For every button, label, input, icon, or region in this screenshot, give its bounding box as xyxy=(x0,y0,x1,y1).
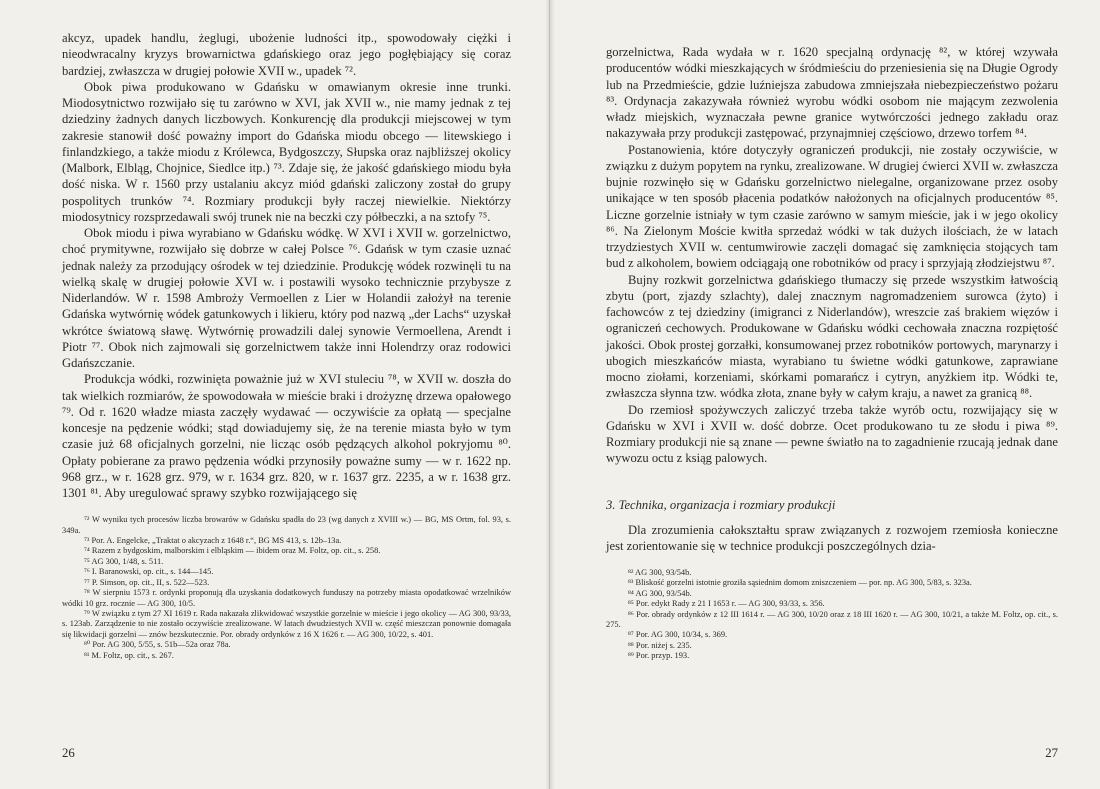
footnote: ⁸⁷ Por. AG 300, 10/34, s. 369. xyxy=(628,630,728,640)
right-page xyxy=(550,0,1100,789)
footnote: ⁷⁹ W związku z tym 27 XI 1619 r. Rada nakazała zlikwidować wszystkie gorzelnie w mieście i jego okolicy — AG 300, 93/33, s. 123ab. Zarządzenie to nie zostało oczywiście zrealizowane. W latach dwudziestych XVII w. część mieszczan ponownie domagała się likwidacji gorzelni — znów bezskutecznie. Por. obrady ordynków z 16 X 1626 r. — AG 300, 10/22, s. 401. xyxy=(62,608,511,639)
paragraph: gorzelnictwa, Rada wydała w r. 1620 specjalną ordynację ⁸², w której wzywała producentów wódki mieszkających w śródmieściu do przeniesienia się na Długie Ogrody lub na Przedmieście, gdzie luźniejsza zabudowa zmniejszała niebezpieczeństwo pożaru ⁸³. Ordynacja zakazywała również wyrobu wódki osobom nie mającym zezwolenia władz miejskich, wyznaczała pewne granice wytwórczości jednego zakładu oraz nakazywała przy produkcji zastępować, przynajmniej częściowo, drzewo torfem ⁸⁴. xyxy=(606,45,1058,141)
footnote: ⁸⁶ Por. obrady ordynków z 12 III 1614 r. — AG 300, 10/20 oraz z 18 III 1620 r. — AG 300, 10/21, a także M. Foltz, op. cit., s. 275. xyxy=(606,609,1058,630)
right-body-text xyxy=(606,44,1058,554)
paragraph: Obok piwa produkowano w Gdańsku w omawianym okresie inne trunki. Miodosytnictwo rozwijało się tu zarówno w XVI, jak XVII w., nie mamy jednak z tej dziedziny żadnych danych liczbowych. Konkurencję dla produkcji miejscowej w tym zakresie stanowił dość poważny import do Gdańska miodu obcego — litewskiego i finlandzkiego, a także miodu z Królewca, Bydgoszczy, Słupska oraz najbliższej okolicy (Malbork, Elbląg, Chojnice, Siedlce itp.) ⁷³. Zdaje się, że jakość gdańskiego miodu była dość niska. W r. 1560 przy ustalaniu akcyz miód gdański zaliczony został do grupy pospolitych trunków ⁷⁴. Rozmiary produkcji były raczej niewielkie. Niektórzy miodosytnicy rozsprzedawali swój trunek nie na beczki czy półbeczki, a na sztofy ⁷⁵. xyxy=(62,79,511,224)
footnote: ⁷³ Por. A. Engelcke, „Traktat o akcyzach z 1648 r.“, BG MS 413, s. 12b–13a. xyxy=(84,536,342,546)
paragraph: Bujny rozkwit gorzelnictwa gdańskiego tłumaczy się przede wszystkim łatwością zbytu (port, zjazdy szlachty), dalej znacznym nagromadzeniem surowca (żyto) i fachowców z tej dziedziny (imigranci z Niderlandów), wreszcie zaś brakiem więzów i ograniczeń cechowych. Produkowane w Gdańsku wódki cechowała znaczna rozpiętość jakości. Obok prostej gorzałki, konsumowanej przez robotników portowych, marynarzy i ubogich mieszkańców miasta, wyrabiano tu świetne wódki gatunkowe, zaprawiane mocno ziołami, korzeniami, skórkami pomarańcz i cytryn, anyżkiem itp. Wódki te, zwłaszcza słynna tzw. wódka złota, znane były w całym kraju, a nawet za granicą ⁸⁸. xyxy=(606,272,1058,401)
left-body-text xyxy=(62,30,511,501)
footnote: ⁷² W wyniku tych procesów liczba browarów w Gdańsku spadła do 23 (wg danych z XVIII w.) — BG, MS Ortm, fol. 93, s. 349a. xyxy=(62,515,511,535)
footnote: ⁷⁴ Razem z bydgoskim, malborskim i elbląskim — ibidem oraz M. Foltz, op. cit., s. 258. xyxy=(84,546,381,556)
footnote: ⁸⁰ Por. AG 300, 5/55, s. 51b—52a oraz 78a. xyxy=(84,640,231,650)
footnote: ⁷⁵ AG 300, 1/48, s. 511. xyxy=(84,556,164,566)
footnote: ⁷⁷ P. Simson, op. cit., II, s. 522—523. xyxy=(84,577,210,587)
page-number: 27 xyxy=(1045,746,1058,760)
left-footnotes xyxy=(62,515,511,661)
paragraph: akcyz, upadek handlu, żeglugi, ubożenie ludności itp., spowodowały ciężki i nieodwracalny kryzys browarnictwa gdańskiego oraz jego pogłębiający się coraz bardziej, zwłaszcza w drugiej połowie XVII w., upadek ⁷². xyxy=(62,31,511,78)
page-number: 26 xyxy=(62,746,75,760)
paragraph: Dla zrozumienia całokształtu spraw związanych z rozwojem rzemiosła konieczne jest zorientowanie się w technice produkcji poszczególnych dzia- xyxy=(606,522,1058,553)
footnote: ⁸³ Bliskość gorzelni istotnie groziła sąsiednim domom zniszczeniem — por. np. AG 300, 5/83, s. 323a. xyxy=(628,578,972,588)
footnote: ⁸⁴ AG 300, 93/54b. xyxy=(628,588,692,598)
footnote: ⁷⁸ W sierpniu 1573 r. ordynki proponują dla uzyskania dodatkowych funduszy na potrzeby miasta opodatkować wrzelników wódki 10 grz. rocznie — AG 300, 10/5. xyxy=(62,588,511,608)
paragraph: Produkcja wódki, rozwinięta poważnie już w XVI stuleciu ⁷⁸, w XVII w. doszła do tak wielkich rozmiarów, że spowodowała w mieście braki i drożyznę drzewa opałowego ⁷⁹. Od r. 1620 władze miasta zaczęły wydawać — oczywiście za opłatą — specjalne koncesje na pędzenie wódki; stąd dowiadujemy się, że na terenie miasta było w tym czasie już 68 oficjalnych gorzelni, nie licząc osób pędzących alkohol pokryjomu ⁸⁰. Opłaty pobierane za prawo pędzenia wódki przynosiły poważne sumy — w r. 1622 np. 968 grz., w r. 1628 grz. 979, w r. 1634 grz. 820, w r. 1637 grz. 2235, a w r. 1638 grz. 1301 ⁸¹. Aby uregulować sprawy szybko rozwijającego się xyxy=(62,372,511,500)
footnote: ⁸² AG 300, 93/54b. xyxy=(628,568,692,577)
footnote: ⁸⁹ Por. przyp. 193. xyxy=(628,651,690,661)
footnote: ⁸⁵ Por. edykt Rady z 21 I 1653 r. — AG 300, 93/33, s. 356. xyxy=(628,599,825,609)
section-heading: 3. Technika, organizacja i rozmiary produkcji xyxy=(606,497,836,512)
footnote: ⁸¹ M. Foltz, op. cit., s. 267. xyxy=(84,650,174,660)
right-footnotes xyxy=(606,568,1058,662)
footnote: ⁸⁸ Por. niżej s. 235. xyxy=(628,640,692,650)
paragraph: Postanowienia, które dotyczyły ograniczeń produkcji, nie zostały oczywiście, w związku z dużym popytem na rynku, zrealizowane. W drugiej ćwierci XVII w. zwłaszcza bujnie rozwinęło się w Gdańsku gorzelnictwo nielegalne, organizowane przez osoby unikające w ten sposób płacenia podatków nałożonych na oficjalnych producentów ⁸⁵. Liczne gorzelnie istniały w tym czasie zarówno w samym mieście, jak i w jego okolicy ⁸⁶. Na Zielonym Moście kwitła sprzedaż wódki w tak dużych ilościach, że w latach trzydziestych XVII w. centumwirowie zaczęli domagać się zamknięcia stojących tam bud z alkoholem, bowiem odciągają one robotników od pracy i sprzyjają złodziejstwu ⁸⁷. xyxy=(606,142,1058,271)
paragraph: Obok miodu i piwa wyrabiano w Gdańsku wódkę. W XVI i XVII w. gorzelnictwo, choć prymitywne, rozwijało się dobrze w całej Polsce ⁷⁶. Gdańsk w tym czasie uznać jednak należy za przodujący ośrodek w tej dziedzinie. Produkcję wódek rozwinęli tu na wielką skalę w drugiej połowie XVI w. i postawili wysoko technicznie przybysze z Niderlandów. W r. 1598 Ambroży Vermoellen z Lier w Holandii założył na terenie Gdańska wytwórnię wódek gatunkowych i likieru, który pod nazwą „der Lachs“ uzyskał wkrótce światową sławę. Wytwórnię prowadzili dalej synowie Vermoellena, Arendt i Piotr ⁷⁷. Obok nich zajmowali się gorzelnictwem także inni Holendrzy oraz rodowici Gdańszczanie. xyxy=(62,226,511,370)
footnote: ⁷⁶ I. Baranowski, op. cit., s. 144—145. xyxy=(84,567,214,577)
paragraph: Do rzemiosł spożywczych zaliczyć trzeba także wyrób octu, rozwijający się w Gdańsku w XVI i XVII w. dość dobrze. Ocet produkowano tu ze słodu i piwa ⁸⁹. Rozmiary produkcji nie są znane — pewne światło na to zagadnienie rzucają jednak dane wywozu octu z ksiąg palowych. xyxy=(606,402,1058,466)
